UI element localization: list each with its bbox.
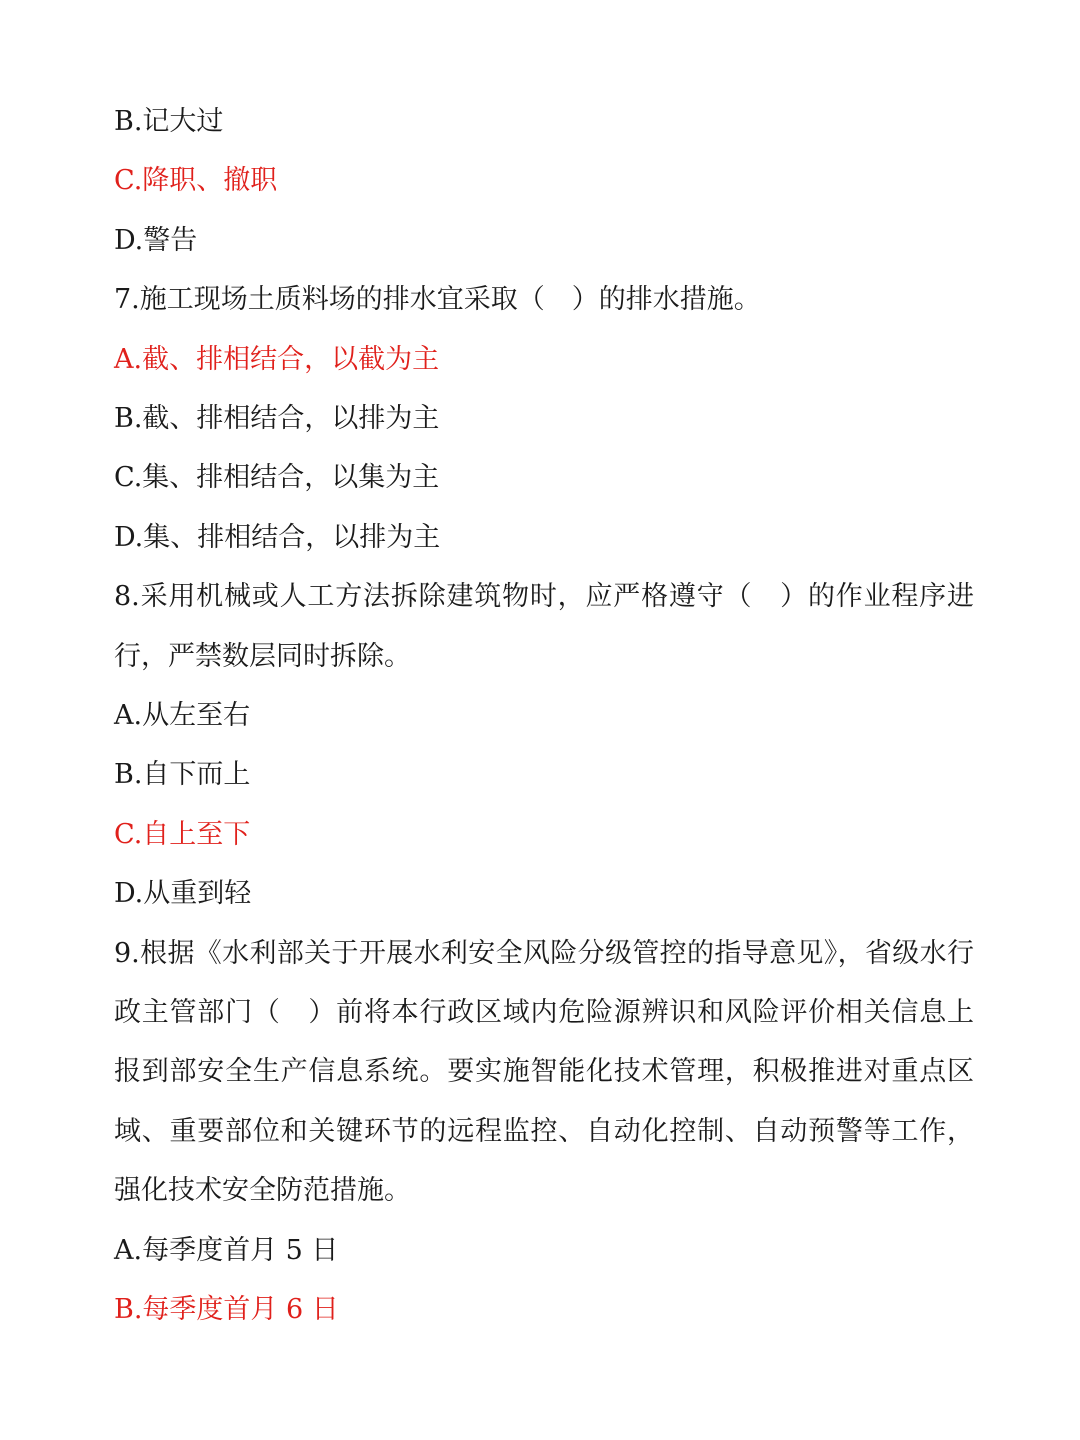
q6-option-d: D.警告 bbox=[114, 224, 198, 256]
q7-option-b: B.截、排相结合，以排为主 bbox=[114, 402, 440, 434]
q8-option-c-correct: C.自上至下 bbox=[114, 818, 251, 850]
q6-option-c-correct: C.降职、撤职 bbox=[114, 165, 278, 197]
q8-stem: 8.采用机械或人工方法拆除建筑物时，应严格遵守（ ）的作业程序进行，严禁数层同时拆除。 bbox=[114, 581, 974, 672]
q9-stem: 9.根据《水利部关于开展水利安全风险分级管控的指导意见》，省级水行政主管部门（ ）前将本行政区域内危险源辨识和风险评价相关信息上报到部安全生产信息系统。要实施智能化技术管理，积极推进对重点区域、重要部位和关键环节的远程监控、自动化控制、自动预警等工作，强化技术安全防范措施。 bbox=[114, 937, 974, 1207]
q7-option-d: D.集、排相结合，以排为主 bbox=[114, 521, 441, 553]
question-content bbox=[114, 92, 974, 1339]
q7-stem: 7.施工现场土质料场的排水宜采取（ ）的排水措施。 bbox=[114, 284, 761, 316]
q8-option-a: A.从左至右 bbox=[114, 699, 251, 731]
q8-option-d: D.从重到轻 bbox=[114, 878, 252, 910]
q9-option-a: A.每季度首月 5 日 bbox=[114, 1234, 339, 1266]
q7-option-c: C.集、排相结合，以集为主 bbox=[114, 462, 440, 494]
q9-option-b-correct: B.每季度首月 6 日 bbox=[114, 1293, 339, 1325]
q6-option-b: B.记大过 bbox=[114, 106, 224, 137]
q7-option-a-correct: A.截、排相结合，以截为主 bbox=[114, 343, 440, 375]
q8-option-b: B.自下而上 bbox=[114, 759, 251, 791]
